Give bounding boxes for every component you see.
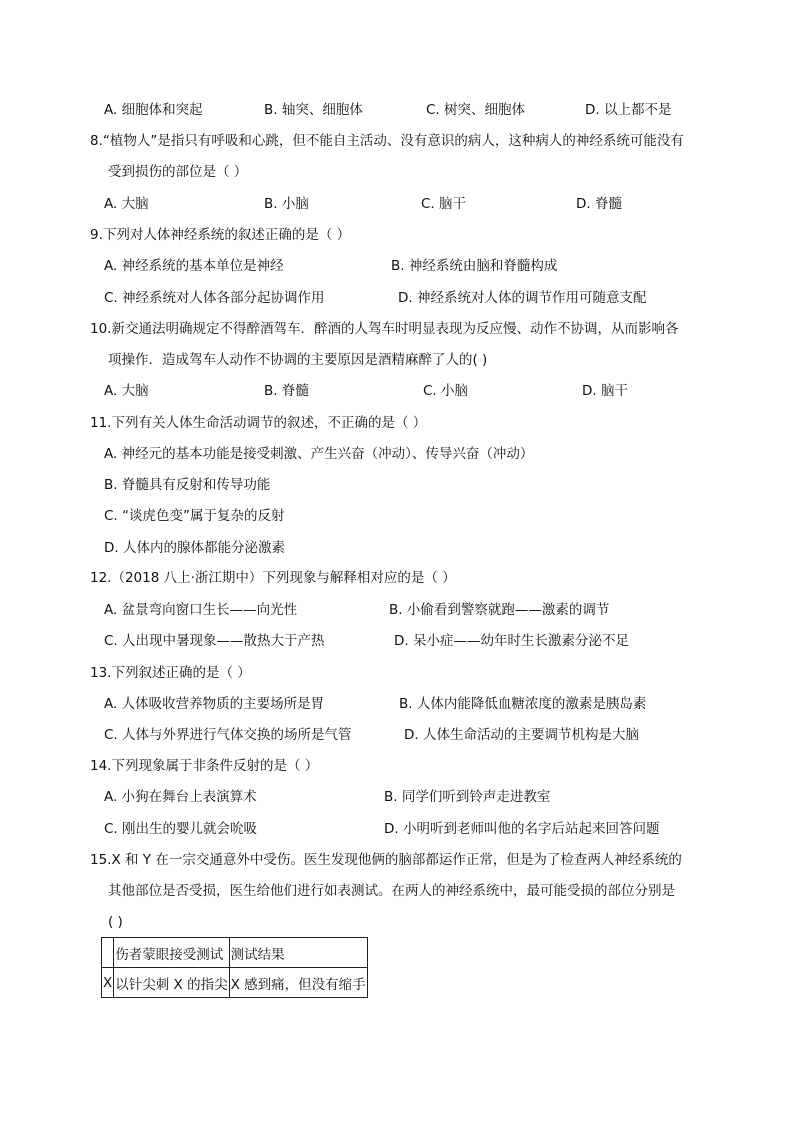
q14-option-a: A. 小狗在舞台上表演算术 [104,789,257,805]
q9-option-d: D. 神经系统对人体的调节作用可随意支配 [398,290,647,306]
q11-stem: 11.下列有关人体生命活动调节的叙述，不正确的是（ ） [90,415,427,431]
q7-option-b: B. 轴突、细胞体 [264,102,363,118]
q10-option-a: A. 大脑 [104,383,149,399]
table-cell: X 感到痛，但没有缩手 [229,968,367,998]
q10-option-c: C. 小脑 [423,383,469,399]
table-header-cell: 测试结果 [229,938,367,968]
table-cell: X [102,968,114,998]
q7-option-d: D. 以上都不是 [585,102,672,118]
q9-option-b: B. 神经系统由脑和脊髓构成 [391,258,558,274]
q14-stem: 14.下列现象属于非条件反射的是（ ） [90,758,319,774]
table-header-cell-blank [102,938,114,968]
q7-option-c: C. 树突、细胞体 [426,102,526,118]
q8-option-a: A. 大脑 [104,196,149,212]
q14-option-b: B. 同学们听到铃声走进教室 [384,789,551,805]
q11-option-a: A. 神经元的基本功能是接受刺激、产生兴奋（冲动）、传导兴奋（冲动） [104,446,534,462]
q14-option-c: C. 刚出生的婴儿就会吮吸 [104,821,258,837]
q12-option-d: D. 呆小症——幼年时生长激素分泌不足 [394,633,629,649]
q8-stem-line2: 受到损伤的部位是（ ） [108,164,248,180]
q13-option-c: C. 人体与外界进行气体交换的场所是气管 [104,727,352,743]
table-header-row [102,938,368,968]
table-header-cell: 伤者蒙眼接受测试 [114,938,229,968]
q10-option-d: D. 脑干 [582,383,628,399]
q11-option-c: C. “谈虎色变”属于复杂的反射 [104,508,285,524]
q8-stem-line1: 8.“植物人”是指只有呼吸和心跳，但不能自主活动、没有意识的病人，这种病人的神经系统可能没有 [90,133,684,149]
q12-option-b: B. 小偷看到警察就跑——激素的调节 [389,602,610,618]
q13-stem: 13.下列叙述正确的是（ ） [90,665,251,681]
q15-stem-line1: 15.X 和 Y 在一宗交通意外中受伤。医生发现他俩的脑部都运作正常，但是为了检查两人神经系统的 [90,852,682,868]
q9-option-c: C. 神经系统对人体各部分起协调作用 [104,290,325,306]
table-row [102,968,368,998]
q9-stem: 9.下列对人体神经系统的叙述正确的是（ ） [90,227,351,243]
q7-option-a: A. 细胞体和突起 [104,102,203,118]
q14-option-d: D. 小明听到老师叫他的名字后站起来回答问题 [384,821,660,837]
q8-option-b: B. 小脑 [264,196,309,212]
q13-option-d: D. 人体生命活动的主要调节机构是大脑 [404,727,639,743]
q9-option-a: A. 神经系统的基本单位是神经 [104,258,284,274]
q10-option-b: B. 脊髓 [264,383,309,399]
q12-stem: 12.（2018 八上·浙江期中）下列现象与解释相对应的是（ ） [90,570,456,586]
q15-stem-line3: ( ) [108,914,123,930]
q8-option-d: D. 脊髓 [576,196,622,212]
q11-option-d: D. 人体内的腺体都能分泌激素 [104,540,285,556]
q11-option-b: B. 脊髓具有反射和传导功能 [104,477,271,493]
q15-stem-line2: 其他部位是否受损，医生给他们进行如表测试。在两人的神经系统中，最可能受损的部位分别是 [108,883,675,899]
q13-option-a: A. 人体吸收营养物质的主要场所是胃 [104,696,325,712]
table-cell: 以针尖刺 X 的指尖 [114,968,229,998]
q12-option-a: A. 盆景弯向窗口生长——向光性 [104,602,298,618]
q12-option-c: C. 人出现中暑现象——散热大于产热 [104,633,325,649]
q10-stem-line2: 项操作．造成驾车人动作不协调的主要原因是酒精麻醉了人的( ) [108,352,488,368]
q13-option-b: B. 人体内能降低血糖浓度的激素是胰岛素 [399,696,647,712]
q10-stem-line1: 10.新交通法明确规定不得醉酒驾车．醉酒的人驾车时明显表现为反应慢、动作不协调，从而影响各 [90,321,679,337]
q8-option-c: C. 脑干 [421,196,467,212]
q15-test-table [101,937,368,998]
